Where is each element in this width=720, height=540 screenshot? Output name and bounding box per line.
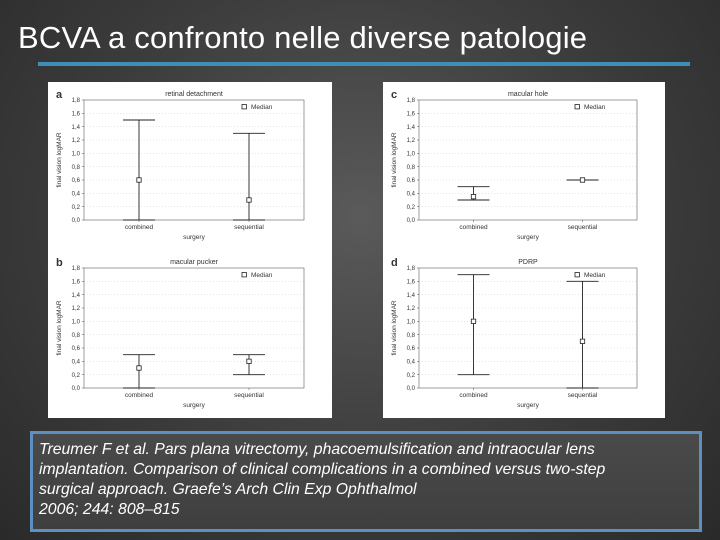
y-tick-label: 1,2 bbox=[406, 138, 415, 145]
y-tick-label: 1,6 bbox=[406, 111, 415, 118]
legend-marker bbox=[242, 105, 246, 109]
x-axis-label: surgery bbox=[183, 234, 205, 241]
x-tick-label: combined bbox=[124, 392, 154, 399]
plot-frame bbox=[419, 100, 637, 220]
y-tick-label: 1,0 bbox=[406, 151, 415, 158]
y-tick-label: 0,2 bbox=[71, 372, 80, 379]
y-axis-label: final vision logMAR bbox=[391, 132, 398, 188]
y-tick-label: 0,6 bbox=[71, 346, 80, 353]
chart-panel-macular-hole bbox=[383, 82, 665, 250]
legend-label: Median bbox=[251, 272, 273, 279]
y-tick-label: 0,0 bbox=[71, 218, 80, 225]
y-tick-label: 1,2 bbox=[71, 138, 80, 145]
citation-line: surgical approach. Graefe’s Arch Clin Exp Ophthalmol bbox=[39, 481, 417, 498]
panel-letter: d bbox=[391, 257, 398, 269]
chart-panel-retinal-detachment bbox=[48, 82, 332, 250]
x-axis-label: surgery bbox=[517, 402, 539, 409]
x-tick-label: sequential bbox=[234, 392, 264, 399]
y-tick-label: 0,2 bbox=[71, 204, 80, 211]
legend-marker bbox=[575, 273, 579, 277]
chart-svg bbox=[383, 82, 665, 250]
legend-marker bbox=[242, 273, 246, 277]
chart-title: PDRP bbox=[518, 259, 538, 266]
citation-line: 2006; 244: 808–815 bbox=[39, 501, 180, 518]
chart-panel-pdrp bbox=[383, 250, 665, 418]
box-combined bbox=[123, 120, 155, 220]
y-tick-label: 1,8 bbox=[71, 98, 80, 105]
y-tick-label: 1,4 bbox=[406, 124, 415, 131]
y-tick-label: 0,0 bbox=[71, 386, 80, 393]
y-tick-label: 0,2 bbox=[406, 204, 415, 211]
y-axis-label: final vision logMAR bbox=[391, 300, 398, 356]
box-combined bbox=[458, 187, 490, 200]
y-tick-label: 0,6 bbox=[71, 178, 80, 185]
y-tick-label: 1,0 bbox=[406, 319, 415, 326]
box-sequential bbox=[233, 133, 265, 220]
x-axis-label: surgery bbox=[183, 402, 205, 409]
y-tick-label: 0,8 bbox=[406, 164, 415, 171]
y-tick-label: 1,4 bbox=[71, 124, 80, 131]
y-tick-label: 1,8 bbox=[406, 266, 415, 273]
y-tick-label: 0,6 bbox=[406, 346, 415, 353]
median-marker bbox=[471, 319, 475, 323]
median-marker bbox=[247, 359, 251, 363]
x-tick-label: combined bbox=[124, 224, 154, 231]
y-tick-label: 0,2 bbox=[406, 372, 415, 379]
y-tick-label: 1,2 bbox=[406, 306, 415, 313]
box-combined bbox=[123, 355, 155, 388]
y-tick-label: 1,6 bbox=[71, 111, 80, 118]
legend-marker bbox=[575, 105, 579, 109]
y-tick-label: 0,4 bbox=[71, 359, 80, 366]
y-tick-label: 0,4 bbox=[406, 191, 415, 198]
y-tick-label: 0,6 bbox=[406, 178, 415, 185]
box-sequential bbox=[567, 178, 599, 182]
y-axis-label: final vision logMAR bbox=[56, 132, 63, 188]
y-axis-label: final vision logMAR bbox=[56, 300, 63, 356]
citation-line: implantation. Comparison of clinical complications in a combined versus two-step bbox=[39, 461, 606, 478]
citation-box bbox=[30, 431, 702, 532]
x-tick-label: sequential bbox=[567, 392, 598, 399]
legend-label: Median bbox=[584, 272, 606, 279]
legend-label: Median bbox=[251, 104, 273, 111]
plot-frame bbox=[419, 268, 637, 388]
y-tick-label: 0,0 bbox=[406, 218, 415, 225]
legend-label: Median bbox=[584, 104, 606, 111]
median-marker bbox=[137, 178, 141, 182]
y-tick-label: 1,4 bbox=[406, 292, 415, 299]
x-tick-label: sequential bbox=[234, 224, 264, 231]
x-tick-label: sequential bbox=[567, 224, 598, 231]
median-marker bbox=[471, 194, 475, 198]
chart-svg bbox=[48, 250, 332, 418]
panel-letter: c bbox=[391, 89, 398, 101]
chart-title: macular pucker bbox=[170, 259, 218, 266]
chart-panel-macular-pucker bbox=[48, 250, 332, 418]
title-underline bbox=[38, 62, 690, 66]
panel-letter: a bbox=[56, 89, 63, 101]
y-tick-label: 0,4 bbox=[406, 359, 415, 366]
panel-letter: b bbox=[56, 257, 63, 269]
chart-svg bbox=[383, 250, 665, 418]
y-tick-label: 0,8 bbox=[406, 332, 415, 339]
plot-frame bbox=[84, 100, 304, 220]
citation-line: Treumer F et al. Pars plana vitrectomy, phacoemulsification and intraocular lens bbox=[39, 441, 595, 458]
x-tick-label: combined bbox=[459, 224, 488, 231]
y-tick-label: 1,0 bbox=[71, 151, 80, 158]
chart-title: retinal detachment bbox=[165, 91, 223, 98]
chart-svg bbox=[48, 82, 332, 250]
y-tick-label: 0,8 bbox=[71, 164, 80, 171]
y-tick-label: 1,0 bbox=[71, 319, 80, 326]
median-marker bbox=[247, 198, 251, 202]
y-tick-label: 0,8 bbox=[71, 332, 80, 339]
x-axis-label: surgery bbox=[517, 234, 539, 241]
y-tick-label: 0,4 bbox=[71, 191, 80, 198]
y-tick-label: 1,6 bbox=[406, 279, 415, 286]
slide-title: BCVA a confronto nelle diverse patologie bbox=[18, 20, 588, 55]
y-tick-label: 1,4 bbox=[71, 292, 80, 299]
chart-title: macular hole bbox=[507, 91, 549, 98]
median-marker bbox=[137, 366, 141, 370]
y-tick-label: 0,0 bbox=[406, 386, 415, 393]
y-tick-label: 1,2 bbox=[71, 306, 80, 313]
y-tick-label: 1,8 bbox=[406, 98, 415, 105]
x-tick-label: combined bbox=[459, 392, 488, 399]
median-marker bbox=[580, 339, 584, 343]
y-tick-label: 1,8 bbox=[71, 266, 80, 273]
median-marker bbox=[580, 178, 584, 182]
plot-frame bbox=[84, 268, 304, 388]
box-sequential bbox=[233, 355, 265, 375]
y-tick-label: 1,6 bbox=[71, 279, 80, 286]
box-combined bbox=[458, 275, 490, 375]
